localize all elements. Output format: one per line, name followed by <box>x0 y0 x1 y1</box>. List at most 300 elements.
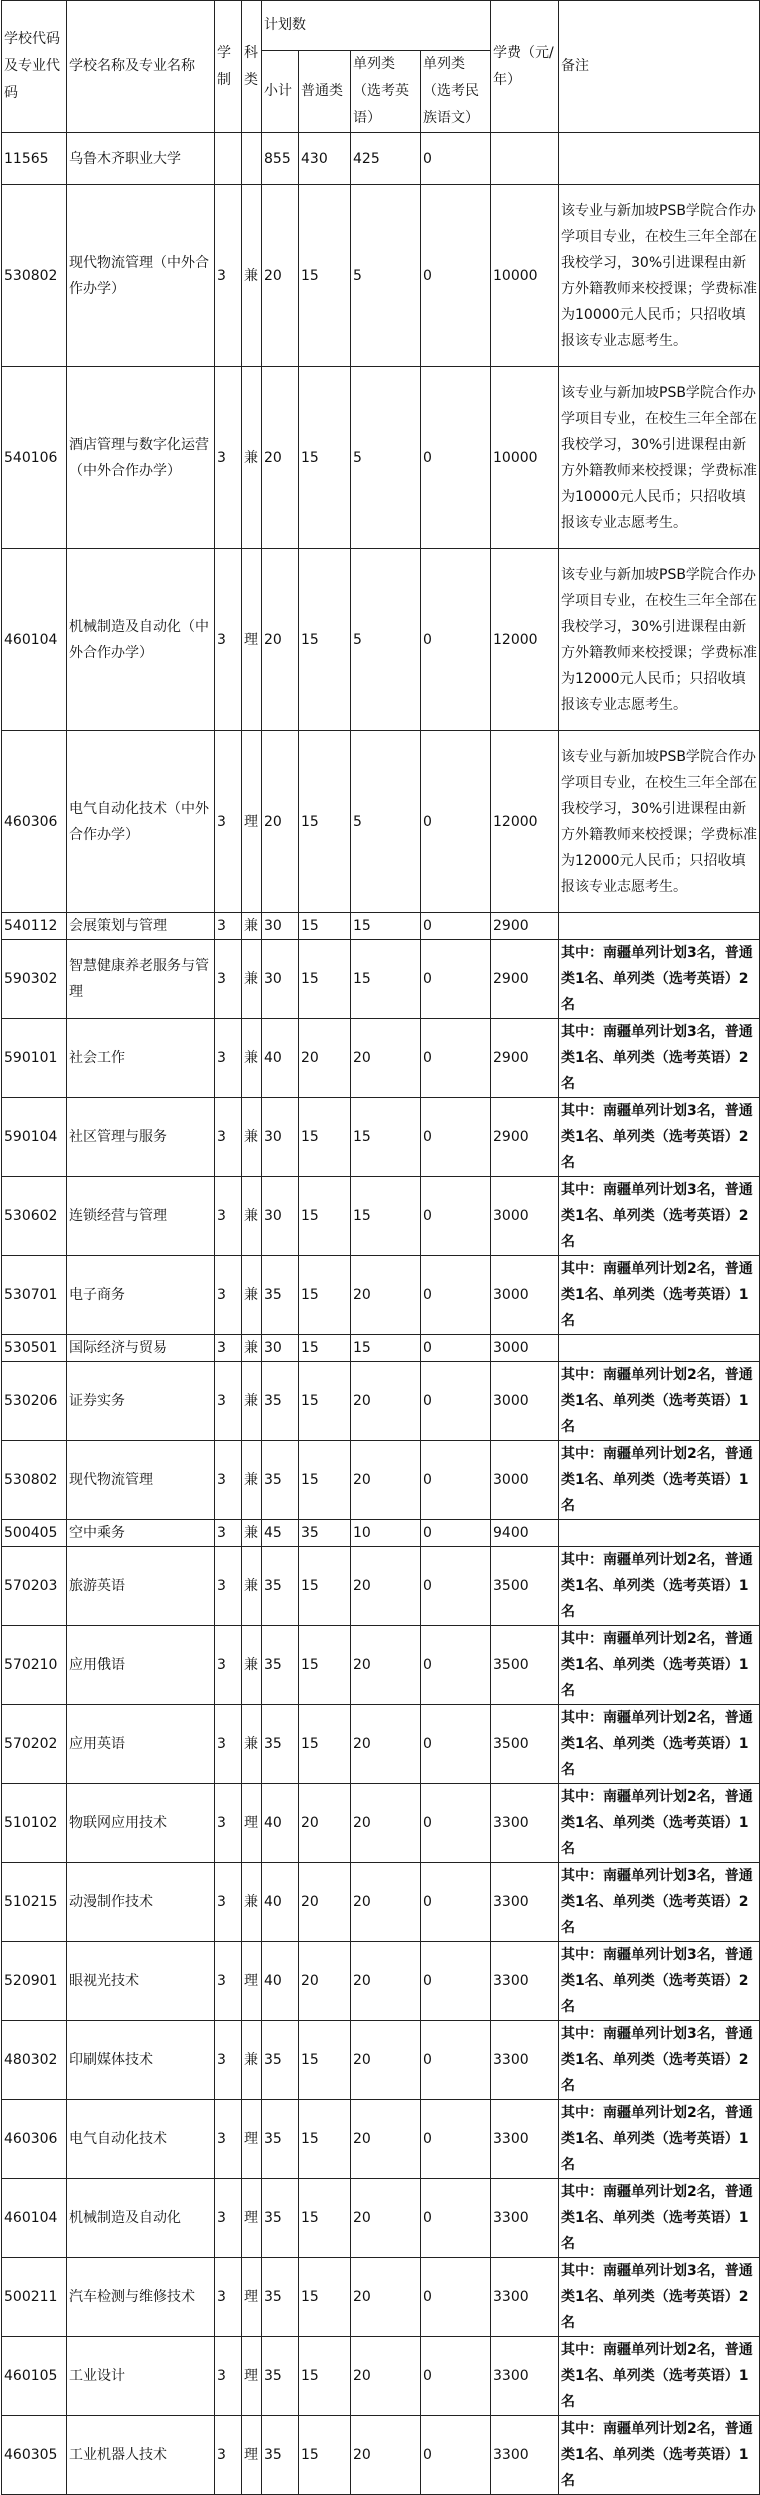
major-subtotal: 35 <box>262 1362 299 1441</box>
major-special-min: 0 <box>421 1441 491 1520</box>
major-fee: 2900 <box>491 940 559 1019</box>
major-general: 15 <box>299 2337 351 2416</box>
major-name: 空中乘务 <box>67 1520 215 1547</box>
major-name: 眼视光技术 <box>67 1942 215 2021</box>
major-length: 3 <box>215 2337 242 2416</box>
major-name: 物联网应用技术 <box>67 1784 215 1863</box>
major-remark: 其中：南疆单列计划2名，普通类1名、单列类（选考英语）1名 <box>559 2416 760 2495</box>
major-category: 兼 <box>242 1098 262 1177</box>
major-general: 15 <box>299 2021 351 2100</box>
major-general: 15 <box>299 367 351 549</box>
major-remark: 其中：南疆单列计划2名，普通类1名、单列类（选考英语）1名 <box>559 1626 760 1705</box>
header-general: 普通类 <box>299 51 351 133</box>
major-fee: 3000 <box>491 1441 559 1520</box>
major-fee: 3500 <box>491 1547 559 1626</box>
major-special-min: 0 <box>421 2416 491 2495</box>
major-subtotal: 20 <box>262 367 299 549</box>
major-special-en: 20 <box>351 1626 421 1705</box>
major-length: 3 <box>215 1520 242 1547</box>
major-fee: 10000 <box>491 185 559 367</box>
table-row <box>2 2179 760 2258</box>
school-special-min: 0 <box>421 133 491 185</box>
major-remark: 该专业与新加坡PSB学院合作办学项目专业，在校生三年全部在我校学习，30%引进课程由新方外籍教师来校授课；学费标准为10000元人民币；只招收填报该专业志愿考生。 <box>559 185 760 367</box>
major-remark: 其中：南疆单列计划2名，普通类1名、单列类（选考英语）1名 <box>559 1547 760 1626</box>
table-row <box>2 1520 760 1547</box>
major-general: 15 <box>299 1098 351 1177</box>
table-row <box>2 1177 760 1256</box>
major-special-en: 5 <box>351 367 421 549</box>
major-code: 590302 <box>2 940 67 1019</box>
major-fee: 3300 <box>491 1942 559 2021</box>
table-row <box>2 1256 760 1335</box>
major-length: 3 <box>215 2021 242 2100</box>
major-special-min: 0 <box>421 2021 491 2100</box>
major-name: 酒店管理与数字化运营（中外合作办学） <box>67 367 215 549</box>
major-code: 570202 <box>2 1705 67 1784</box>
major-fee: 3300 <box>491 2416 559 2495</box>
major-fee: 3000 <box>491 1335 559 1362</box>
major-name: 机械制造及自动化（中外合作办学） <box>67 549 215 731</box>
major-category: 兼 <box>242 2021 262 2100</box>
major-fee: 3300 <box>491 2179 559 2258</box>
major-special-min: 0 <box>421 940 491 1019</box>
major-name: 社区管理与服务 <box>67 1098 215 1177</box>
school-fee <box>491 133 559 185</box>
major-general: 15 <box>299 1177 351 1256</box>
major-remark: 其中：南疆单列计划3名，普通类1名、单列类（选考英语）2名 <box>559 1177 760 1256</box>
major-fee: 10000 <box>491 367 559 549</box>
major-special-en: 20 <box>351 2021 421 2100</box>
major-name: 电子商务 <box>67 1256 215 1335</box>
major-category: 兼 <box>242 1547 262 1626</box>
major-remark: 其中：南疆单列计划2名，普通类1名、单列类（选考英语）1名 <box>559 1784 760 1863</box>
header-subtotal: 小计 <box>262 51 299 133</box>
major-category: 理 <box>242 549 262 731</box>
header-special-min: 单列类（选考民族语文） <box>421 51 491 133</box>
major-special-en: 20 <box>351 1942 421 2021</box>
major-general: 15 <box>299 940 351 1019</box>
major-code: 570210 <box>2 1626 67 1705</box>
major-special-min: 0 <box>421 2179 491 2258</box>
major-fee: 3000 <box>491 1256 559 1335</box>
major-length: 3 <box>215 1019 242 1098</box>
major-category: 理 <box>242 2100 262 2179</box>
major-special-en: 10 <box>351 1520 421 1547</box>
major-general: 15 <box>299 1547 351 1626</box>
major-name: 现代物流管理（中外合作办学） <box>67 185 215 367</box>
major-special-min: 0 <box>421 1520 491 1547</box>
major-special-en: 15 <box>351 913 421 940</box>
major-category: 理 <box>242 2258 262 2337</box>
major-code: 590104 <box>2 1098 67 1177</box>
major-subtotal: 35 <box>262 2100 299 2179</box>
table-row <box>2 940 760 1019</box>
major-length: 3 <box>215 940 242 1019</box>
major-subtotal: 35 <box>262 1626 299 1705</box>
major-name: 社会工作 <box>67 1019 215 1098</box>
major-code: 540106 <box>2 367 67 549</box>
major-length: 3 <box>215 1547 242 1626</box>
major-special-en: 15 <box>351 1177 421 1256</box>
major-length: 3 <box>215 2100 242 2179</box>
major-remark: 其中：南疆单列计划3名，普通类1名、单列类（选考英语）2名 <box>559 1863 760 1942</box>
major-special-en: 20 <box>351 1019 421 1098</box>
major-remark: 其中：南疆单列计划2名，普通类1名、单列类（选考英语）1名 <box>559 2100 760 2179</box>
major-name: 连锁经营与管理 <box>67 1177 215 1256</box>
major-fee: 3300 <box>491 2258 559 2337</box>
major-name: 证券实务 <box>67 1362 215 1441</box>
major-category: 兼 <box>242 1863 262 1942</box>
major-general: 15 <box>299 185 351 367</box>
major-fee: 3500 <box>491 1626 559 1705</box>
major-remark <box>559 1335 760 1362</box>
major-special-min: 0 <box>421 1705 491 1784</box>
major-subtotal: 40 <box>262 1863 299 1942</box>
major-special-min: 0 <box>421 1098 491 1177</box>
major-special-en: 5 <box>351 549 421 731</box>
major-remark: 其中：南疆单列计划3名，普通类1名、单列类（选考英语）2名 <box>559 1098 760 1177</box>
major-length: 3 <box>215 1441 242 1520</box>
major-remark: 其中：南疆单列计划2名，普通类1名、单列类（选考英语）1名 <box>559 2179 760 2258</box>
major-category: 理 <box>242 1942 262 2021</box>
major-code: 540112 <box>2 913 67 940</box>
major-special-en: 20 <box>351 1547 421 1626</box>
major-category: 兼 <box>242 913 262 940</box>
major-remark <box>559 913 760 940</box>
major-name: 工业机器人技术 <box>67 2416 215 2495</box>
major-general: 15 <box>299 2100 351 2179</box>
table-row <box>2 367 760 549</box>
major-code: 500211 <box>2 2258 67 2337</box>
major-code: 460105 <box>2 2337 67 2416</box>
major-subtotal: 35 <box>262 2021 299 2100</box>
major-general: 15 <box>299 1256 351 1335</box>
major-general: 15 <box>299 731 351 913</box>
major-code: 460104 <box>2 549 67 731</box>
header-special-en: 单列类（选考英语） <box>351 51 421 133</box>
table-row <box>2 185 760 367</box>
major-length: 3 <box>215 185 242 367</box>
major-fee: 3300 <box>491 1863 559 1942</box>
major-subtotal: 35 <box>262 1547 299 1626</box>
major-remark: 其中：南疆单列计划2名，普通类1名、单列类（选考英语）1名 <box>559 1441 760 1520</box>
major-remark: 其中：南疆单列计划2名，普通类1名、单列类（选考英语）1名 <box>559 1256 760 1335</box>
major-length: 3 <box>215 913 242 940</box>
major-special-min: 0 <box>421 1256 491 1335</box>
major-subtotal: 20 <box>262 731 299 913</box>
major-fee: 2900 <box>491 913 559 940</box>
major-special-min: 0 <box>421 1019 491 1098</box>
major-fee: 9400 <box>491 1520 559 1547</box>
major-name: 电气自动化技术 <box>67 2100 215 2179</box>
major-name: 动漫制作技术 <box>67 1863 215 1942</box>
major-special-min: 0 <box>421 549 491 731</box>
school-special-en: 425 <box>351 133 421 185</box>
table-row <box>2 913 760 940</box>
major-length: 3 <box>215 1626 242 1705</box>
major-code: 460104 <box>2 2179 67 2258</box>
major-subtotal: 40 <box>262 1942 299 2021</box>
table-row <box>2 2416 760 2495</box>
major-general: 20 <box>299 1784 351 1863</box>
major-special-en: 15 <box>351 1335 421 1362</box>
major-general: 20 <box>299 1863 351 1942</box>
major-fee: 3000 <box>491 1177 559 1256</box>
major-special-en: 15 <box>351 940 421 1019</box>
major-category: 兼 <box>242 1441 262 1520</box>
major-subtotal: 35 <box>262 1441 299 1520</box>
major-general: 20 <box>299 1942 351 2021</box>
school-general: 430 <box>299 133 351 185</box>
major-special-en: 20 <box>351 2337 421 2416</box>
major-fee: 3000 <box>491 1362 559 1441</box>
header-name: 学校名称及专业名称 <box>67 1 215 133</box>
major-code: 460306 <box>2 731 67 913</box>
major-subtotal: 35 <box>262 1705 299 1784</box>
major-length: 3 <box>215 1942 242 2021</box>
major-special-min: 0 <box>421 1335 491 1362</box>
major-remark: 其中：南疆单列计划3名，普通类1名、单列类（选考英语）2名 <box>559 2258 760 2337</box>
header-length: 学制 <box>215 1 242 133</box>
table-row <box>2 549 760 731</box>
major-general: 15 <box>299 1441 351 1520</box>
major-code: 530701 <box>2 1256 67 1335</box>
major-special-en: 20 <box>351 2100 421 2179</box>
major-special-en: 20 <box>351 1441 421 1520</box>
major-fee: 3300 <box>491 2021 559 2100</box>
major-code: 530501 <box>2 1335 67 1362</box>
major-length: 3 <box>215 1784 242 1863</box>
table-row <box>2 1863 760 1942</box>
major-remark: 其中：南疆单列计划3名，普通类1名、单列类（选考英语）2名 <box>559 1019 760 1098</box>
major-special-en: 5 <box>351 185 421 367</box>
major-code: 530602 <box>2 1177 67 1256</box>
header-row-1 <box>2 1 760 51</box>
major-name: 工业设计 <box>67 2337 215 2416</box>
major-remark: 其中：南疆单列计划3名，普通类1名、单列类（选考英语）2名 <box>559 940 760 1019</box>
major-subtotal: 45 <box>262 1520 299 1547</box>
major-general: 15 <box>299 2258 351 2337</box>
major-fee: 2900 <box>491 1019 559 1098</box>
major-length: 3 <box>215 731 242 913</box>
major-name: 现代物流管理 <box>67 1441 215 1520</box>
major-category: 兼 <box>242 1019 262 1098</box>
major-category: 兼 <box>242 940 262 1019</box>
major-subtotal: 30 <box>262 1098 299 1177</box>
major-name: 会展策划与管理 <box>67 913 215 940</box>
major-category: 兼 <box>242 1362 262 1441</box>
major-length: 3 <box>215 1098 242 1177</box>
school-code: 11565 <box>2 133 67 185</box>
major-subtotal: 40 <box>262 1784 299 1863</box>
table-row <box>2 1441 760 1520</box>
table-row <box>2 1784 760 1863</box>
major-category: 兼 <box>242 1520 262 1547</box>
major-fee: 12000 <box>491 549 559 731</box>
table-row <box>2 1705 760 1784</box>
major-fee: 3300 <box>491 2337 559 2416</box>
major-length: 3 <box>215 1863 242 1942</box>
school-name: 乌鲁木齐职业大学 <box>67 133 215 185</box>
major-special-min: 0 <box>421 185 491 367</box>
major-length: 3 <box>215 367 242 549</box>
major-category: 理 <box>242 2179 262 2258</box>
major-special-min: 0 <box>421 1942 491 2021</box>
major-length: 3 <box>215 1705 242 1784</box>
school-category <box>242 133 262 185</box>
major-special-min: 0 <box>421 1863 491 1942</box>
major-special-min: 0 <box>421 2337 491 2416</box>
major-special-min: 0 <box>421 1626 491 1705</box>
major-special-en: 20 <box>351 1784 421 1863</box>
major-code: 460306 <box>2 2100 67 2179</box>
school-length <box>215 133 242 185</box>
major-name: 电气自动化技术（中外合作办学） <box>67 731 215 913</box>
major-code: 480302 <box>2 2021 67 2100</box>
major-category: 兼 <box>242 1335 262 1362</box>
major-remark: 该专业与新加坡PSB学院合作办学项目专业，在校生三年全部在我校学习，30%引进课程由新方外籍教师来校授课；学费标准为12000元人民币；只招收填报该专业志愿考生。 <box>559 731 760 913</box>
major-general: 15 <box>299 2416 351 2495</box>
major-general: 15 <box>299 1626 351 1705</box>
header-category: 科类 <box>242 1 262 133</box>
major-general: 15 <box>299 1705 351 1784</box>
major-code: 500405 <box>2 1520 67 1547</box>
major-remark: 该专业与新加坡PSB学院合作办学项目专业，在校生三年全部在我校学习，30%引进课程由新方外籍教师来校授课；学费标准为12000元人民币；只招收填报该专业志愿考生。 <box>559 549 760 731</box>
major-subtotal: 40 <box>262 1019 299 1098</box>
major-category: 兼 <box>242 367 262 549</box>
table-row <box>2 2258 760 2337</box>
major-fee: 2900 <box>491 1098 559 1177</box>
major-length: 3 <box>215 1177 242 1256</box>
major-general: 15 <box>299 549 351 731</box>
major-special-en: 20 <box>351 2179 421 2258</box>
table-row <box>2 2021 760 2100</box>
major-special-min: 0 <box>421 1177 491 1256</box>
major-length: 3 <box>215 1256 242 1335</box>
major-special-min: 0 <box>421 1784 491 1863</box>
major-fee: 3500 <box>491 1705 559 1784</box>
major-length: 3 <box>215 1362 242 1441</box>
major-special-min: 0 <box>421 2258 491 2337</box>
major-code: 510102 <box>2 1784 67 1863</box>
header-code: 学校代码及专业代码 <box>2 1 67 133</box>
major-special-en: 20 <box>351 1863 421 1942</box>
header-plan: 计划数 <box>262 1 491 51</box>
major-remark: 其中：南疆单列计划2名，普通类1名、单列类（选考英语）1名 <box>559 2337 760 2416</box>
major-subtotal: 30 <box>262 913 299 940</box>
major-length: 3 <box>215 2258 242 2337</box>
major-fee: 3300 <box>491 1784 559 1863</box>
major-length: 3 <box>215 2416 242 2495</box>
major-code: 530802 <box>2 1441 67 1520</box>
major-remark: 该专业与新加坡PSB学院合作办学项目专业，在校生三年全部在我校学习，30%引进课程由新方外籍教师来校授课；学费标准为10000元人民币；只招收填报该专业志愿考生。 <box>559 367 760 549</box>
major-category: 理 <box>242 2337 262 2416</box>
major-code: 510215 <box>2 1863 67 1942</box>
major-special-min: 0 <box>421 731 491 913</box>
major-length: 3 <box>215 549 242 731</box>
major-fee: 3300 <box>491 2100 559 2179</box>
major-remark: 其中：南疆单列计划2名，普通类1名、单列类（选考英语）1名 <box>559 1362 760 1441</box>
major-name: 应用俄语 <box>67 1626 215 1705</box>
major-name: 国际经济与贸易 <box>67 1335 215 1362</box>
major-name: 汽车检测与维修技术 <box>67 2258 215 2337</box>
major-name: 旅游英语 <box>67 1547 215 1626</box>
major-subtotal: 35 <box>262 2416 299 2495</box>
major-subtotal: 20 <box>262 185 299 367</box>
major-special-min: 0 <box>421 1362 491 1441</box>
major-code: 530802 <box>2 185 67 367</box>
major-remark: 其中：南疆单列计划3名，普通类1名、单列类（选考英语）2名 <box>559 2021 760 2100</box>
major-special-min: 0 <box>421 367 491 549</box>
major-subtotal: 35 <box>262 2337 299 2416</box>
major-special-en: 20 <box>351 2416 421 2495</box>
header-remark: 备注 <box>559 1 760 133</box>
major-name: 应用英语 <box>67 1705 215 1784</box>
major-subtotal: 30 <box>262 1177 299 1256</box>
major-name: 智慧健康养老服务与管理 <box>67 940 215 1019</box>
major-special-min: 0 <box>421 1547 491 1626</box>
admission-plan-table <box>1 0 760 2495</box>
major-subtotal: 35 <box>262 2258 299 2337</box>
major-general: 20 <box>299 1019 351 1098</box>
major-subtotal: 35 <box>262 2179 299 2258</box>
major-length: 3 <box>215 1335 242 1362</box>
major-code: 460305 <box>2 2416 67 2495</box>
major-special-min: 0 <box>421 2100 491 2179</box>
major-special-en: 20 <box>351 1362 421 1441</box>
major-special-en: 5 <box>351 731 421 913</box>
table-row <box>2 2100 760 2179</box>
major-remark: 其中：南疆单列计划2名，普通类1名、单列类（选考英语）1名 <box>559 1705 760 1784</box>
major-general: 15 <box>299 913 351 940</box>
major-code: 530206 <box>2 1362 67 1441</box>
major-general: 15 <box>299 1335 351 1362</box>
major-category: 兼 <box>242 185 262 367</box>
table-row <box>2 1547 760 1626</box>
major-category: 兼 <box>242 1626 262 1705</box>
major-fee: 12000 <box>491 731 559 913</box>
table-row <box>2 731 760 913</box>
header-fee: 学费（元/年） <box>491 1 559 133</box>
major-code: 590101 <box>2 1019 67 1098</box>
major-general: 15 <box>299 2179 351 2258</box>
major-category: 兼 <box>242 1705 262 1784</box>
major-category: 理 <box>242 1784 262 1863</box>
table-row <box>2 1942 760 2021</box>
major-special-en: 20 <box>351 1705 421 1784</box>
major-category: 理 <box>242 2416 262 2495</box>
table-row <box>2 1362 760 1441</box>
major-category: 理 <box>242 731 262 913</box>
major-name: 印刷媒体技术 <box>67 2021 215 2100</box>
major-category: 兼 <box>242 1256 262 1335</box>
major-special-en: 20 <box>351 1256 421 1335</box>
table-row <box>2 1019 760 1098</box>
major-special-en: 15 <box>351 1098 421 1177</box>
major-subtotal: 35 <box>262 1256 299 1335</box>
major-general: 35 <box>299 1520 351 1547</box>
school-remark <box>559 133 760 185</box>
major-remark: 其中：南疆单列计划3名，普通类1名、单列类（选考英语）2名 <box>559 1942 760 2021</box>
major-subtotal: 30 <box>262 940 299 1019</box>
table-row <box>2 1098 760 1177</box>
table-row <box>2 1626 760 1705</box>
major-subtotal: 30 <box>262 1335 299 1362</box>
school-subtotal: 855 <box>262 133 299 185</box>
major-subtotal: 20 <box>262 549 299 731</box>
major-general: 15 <box>299 1362 351 1441</box>
major-name: 机械制造及自动化 <box>67 2179 215 2258</box>
